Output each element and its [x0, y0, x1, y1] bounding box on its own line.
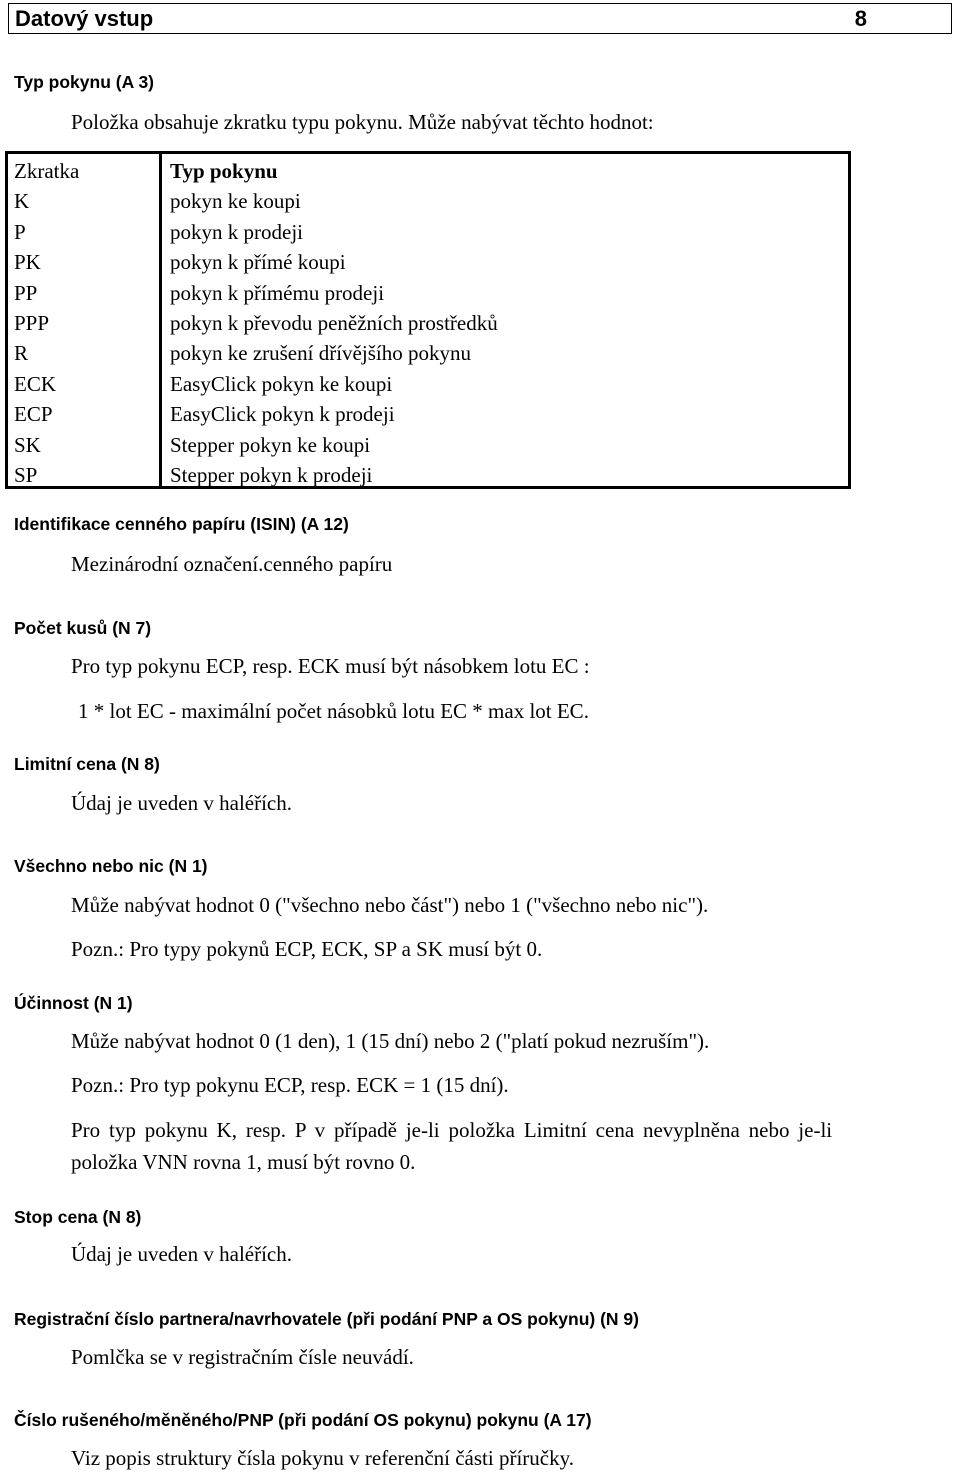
- table-cell-description: pokyn k prodeji: [170, 219, 303, 244]
- table-cell-code: PPP: [14, 310, 50, 335]
- table-cell-code: K: [14, 189, 30, 214]
- ucinnost-paragraph-line1: Pro typ pokynu K, resp. P v případě je-li položka Limitní cena nevyplněna nebo je-li: [71, 1118, 833, 1142]
- table-cell-description: EasyClick pokyn k prodeji: [170, 402, 395, 427]
- table-cell-description: Stepper pokyn ke koupi: [170, 432, 371, 457]
- section-heading-limitni-cena: Limitní cena (N 8): [14, 754, 160, 774]
- table-cell-description: EasyClick pokyn ke koupi: [170, 371, 393, 396]
- ucinnost-note: Pozn.: Pro typ pokynu ECP, resp. ECK = 1 (15 dní).: [71, 1073, 509, 1097]
- table-cell-description: pokyn k přímé koupi: [170, 250, 346, 275]
- section-heading-cislo-ruseneho: Číslo rušeného/měněného/PNP (při podání OS pokynu) pokynu (A 17): [14, 1410, 592, 1430]
- table-column-description: [170, 156, 498, 490]
- section-heading-vse-nebo-nic: Všechno nebo nic (N 1): [14, 856, 208, 876]
- ucinnost-text: Může nabývat hodnot 0 (1 den), 1 (15 dní) nebo 2 ("platí pokud nezruším").: [71, 1029, 710, 1053]
- page-number: 8: [854, 6, 867, 31]
- order-type-table: [5, 151, 851, 489]
- table-cell-description: Stepper pokyn k prodeji: [170, 462, 373, 487]
- section-heading-ucinnost: Účinnost (N 1): [14, 993, 133, 1013]
- section-heading-typ-pokynu: Typ pokynu (A 3): [14, 72, 154, 92]
- pocet-kusu-text: Pro typ pokynu ECP, resp. ECK musí být násobkem lotu EC :: [71, 654, 590, 678]
- section-heading-isin: Identifikace cenného papíru (ISIN) (A 12): [14, 514, 349, 534]
- pocet-kusu-formula: 1 * lot EC - maximální počet násobků lotu EC * max lot EC.: [78, 699, 589, 723]
- page-header-title: Datový vstup: [15, 6, 154, 31]
- table-cell-description: pokyn ke zrušení dřívějšího pokynu: [170, 341, 471, 366]
- table-cell-code: ECK: [14, 371, 56, 396]
- cislo-ruseneho-text: Viz popis struktury čísla pokynu v referenční části příručky.: [71, 1446, 574, 1470]
- table-cell-code: SP: [14, 462, 38, 487]
- table-cell-code: ECP: [14, 402, 53, 427]
- table-cell-code: SK: [14, 432, 41, 457]
- table-column-code: [14, 156, 79, 490]
- vse-nebo-nic-note: Pozn.: Pro typy pokynů ECP, ECK, SP a SK musí být 0.: [71, 937, 543, 961]
- table-header-description: Typ pokynu: [170, 159, 278, 183]
- table-cell-code: PP: [14, 280, 38, 305]
- section-heading-pocet-kusu: Počet kusů (N 7): [14, 618, 152, 638]
- typ-pokynu-intro: Položka obsahuje zkratku typu pokynu. Může nabývat těchto hodnot:: [71, 110, 654, 134]
- stop-cena-text: Údaj je uveden v haléřích.: [71, 1242, 292, 1266]
- ucinnost-paragraph-line2: položka VNN rovna 1, musí být rovno 0.: [71, 1150, 416, 1174]
- vse-nebo-nic-text: Může nabývat hodnot 0 ("všechno nebo část") nebo 1 ("všechno nebo nic").: [71, 893, 709, 917]
- page-header: [8, 3, 952, 34]
- table-cell-code: R: [14, 341, 29, 366]
- table-cell-description: pokyn k přímému prodeji: [170, 280, 385, 305]
- table-header-code: Zkratka: [14, 159, 80, 183]
- table-cell-description: pokyn k převodu peněžních prostředků: [170, 310, 498, 335]
- table-cell-code: P: [14, 219, 26, 244]
- limitni-cena-text: Údaj je uveden v haléřích.: [71, 791, 292, 815]
- table-column-divider: [159, 154, 162, 486]
- section-heading-stop-cena: Stop cena (N 8): [14, 1207, 142, 1227]
- section-heading-registracni-cislo: Registrační číslo partnera/navrhovatele (při podání PNP a OS pokynu) (N 9): [14, 1309, 639, 1329]
- isin-text: Mezinárodní označení.cenného papíru: [71, 552, 393, 576]
- registracni-cislo-text: Pomlčka se v registračním čísle neuvádí.: [71, 1345, 414, 1369]
- table-cell-description: pokyn ke koupi: [170, 189, 301, 214]
- table-cell-code: PK: [14, 250, 41, 275]
